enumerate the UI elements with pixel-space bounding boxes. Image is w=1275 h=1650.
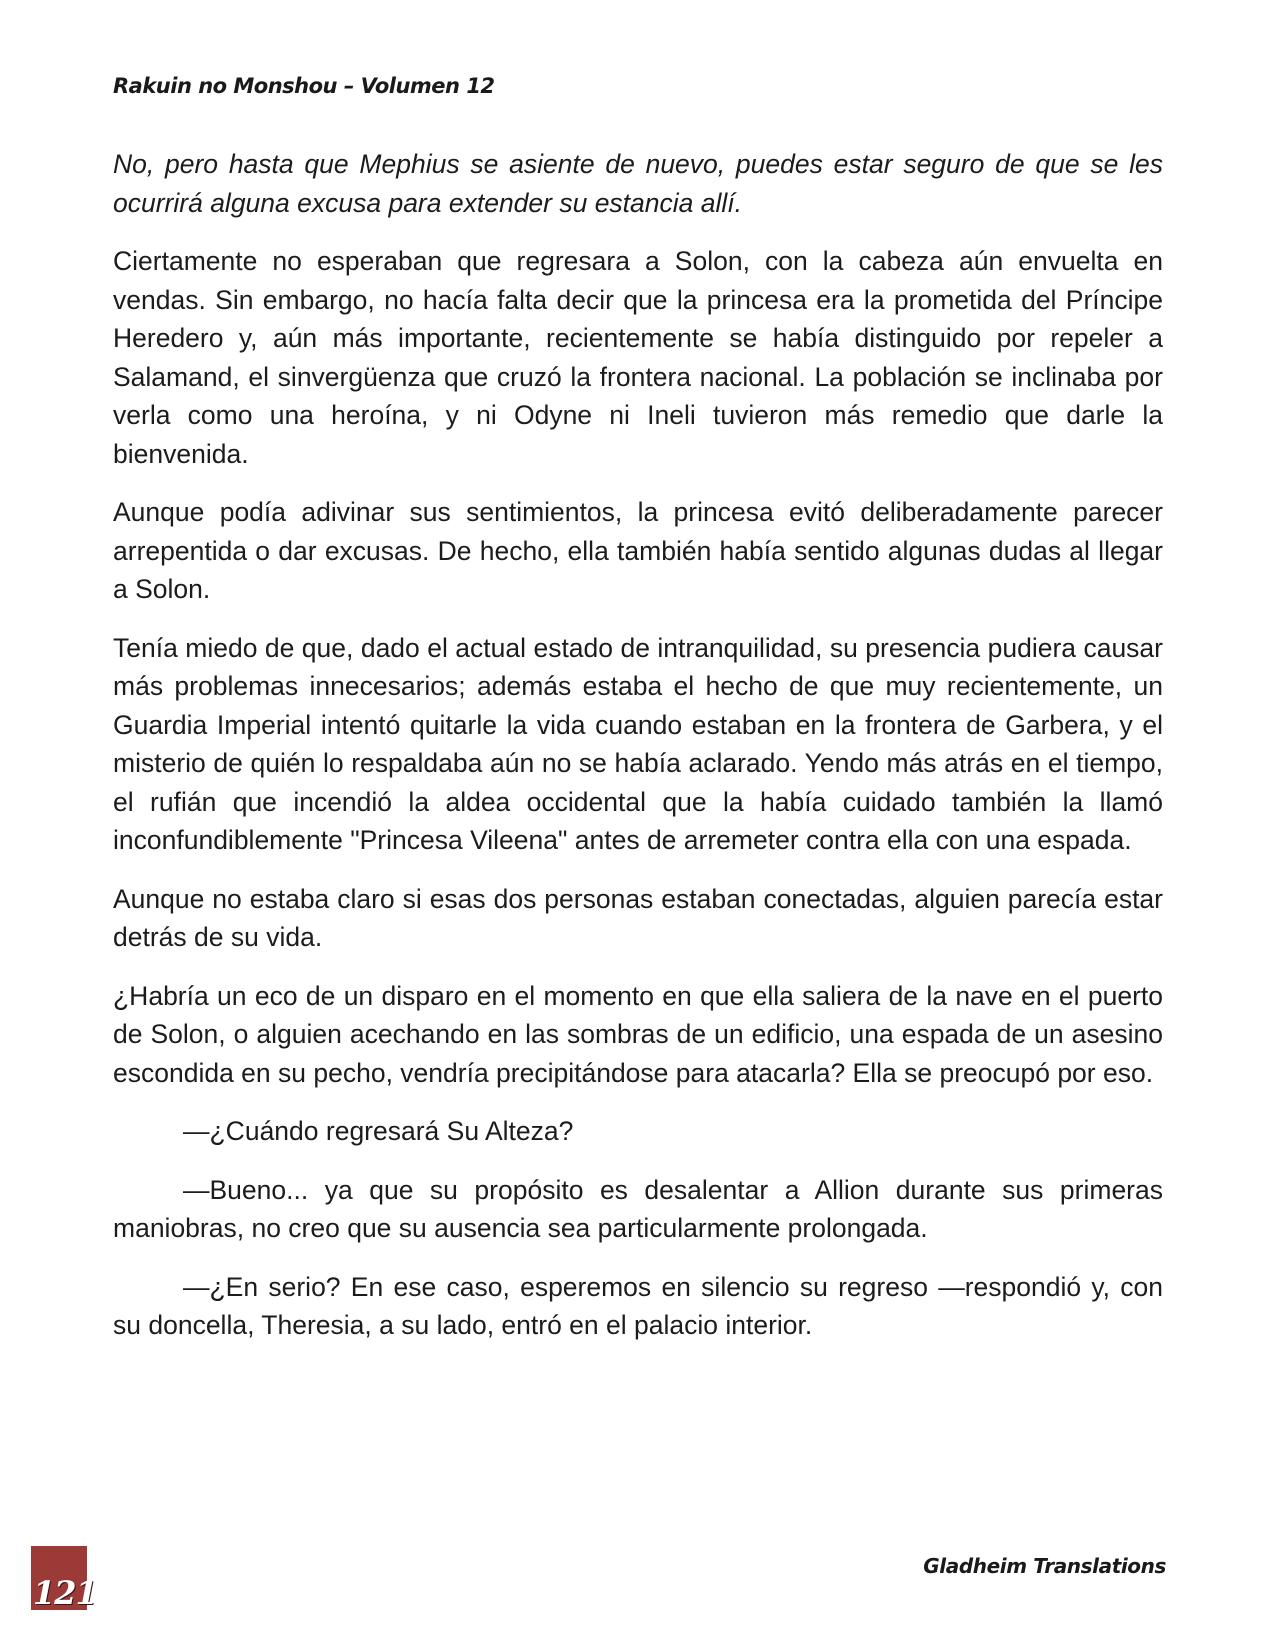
running-header: Rakuin no Monshou – Volumen 12 [113,74,495,98]
dialogue-line: —Bueno... ya que su propósito es desalentar a Allion durante sus primeras maniobras, no creo que su ausencia sea particularmente prolongada. [113,1174,1163,1243]
paragraph: Aunque podía adivinar sus sentimientos, la princesa evitó deliberadamente parecer arrepentida o dar excusas. De hecho, ella también había sentido algunas dudas al llegar a Solon. [113,497,1163,604]
paragraph: Aunque no estaba claro si esas dos personas estaban conectadas, alguien parecía estar detrás de su vida. [113,883,1163,952]
paragraph: ¿Habría un eco de un disparo en el momento en que ella saliera de la nave en el puerto de Solon, o alguien acechando en las sombras de un edificio, una espada de un asesino escondida en su pecho, vendría precipitándose para atacarla? Ella se preocupó por eso. [113,980,1163,1088]
dialogue-line: —¿En serio? En ese caso, esperemos en silencio su regreso —respondió y, con su doncella, Theresia, a su lado, entró en el palacio interior. [113,1271,1163,1340]
page-number: 121 [33,1574,97,1612]
translator-credit: Gladheim Translations [923,1554,1166,1578]
paragraph: No, pero hasta que Mephius se asiente de nuevo, puedes estar seguro de que se les ocurrirá alguna excusa para extender su estancia allí. [113,149,1163,218]
paragraph: Ciertamente no esperaban que regresara a Solon, con la cabeza aún envuelta en vendas. Sin embargo, no hacía falta decir que la princesa era la prometida del Príncipe Heredero y, aún más importante, recientemente se había distinguido por repeler a Salamand, el sinvergüenza que cruzó la frontera nacional. La población se inclinaba por verla como una heroína, y ni Odyne ni Ineli tuvieron más remedio que darle la bienvenida. [113,246,1163,469]
chapter-body [113,145,1163,1365]
dialogue-line: —¿Cuándo regresará Su Alteza? [183,1116,574,1146]
paragraph: Tenía miedo de que, dado el actual estado de intranquilidad, su presencia pudiera causar más problemas innecesarios; además estaba el hecho de que muy recientemente, un Guardia Imperial intentó quitarle la vida cuando estaban en la frontera de Garbera, y el misterio de quién lo respaldaba aún no se había aclarado. Yendo más atrás en el tiempo, el rufián que incendió la aldea occidental que la había cuidado también la llamó inconfundiblemente "Princesa Vileena" antes de arremeter contra ella con una espada. [113,632,1163,855]
